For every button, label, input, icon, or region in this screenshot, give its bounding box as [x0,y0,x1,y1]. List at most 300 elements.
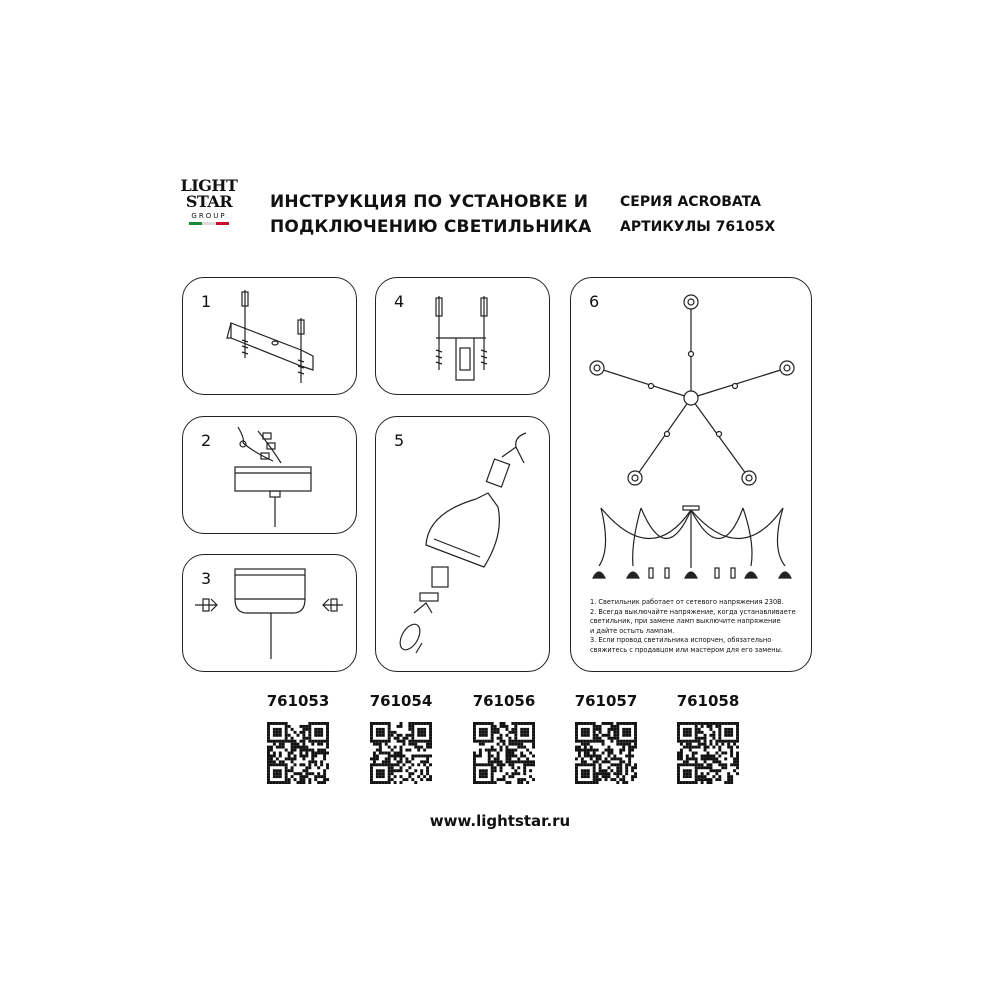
qr-module [677,731,680,734]
qr-module [616,766,619,769]
qr-module [267,763,270,766]
qr-module [619,769,622,772]
qr-module [270,763,273,766]
qr-module [503,740,506,743]
qr-module [584,760,587,763]
qr-module [400,725,403,728]
qr-module [323,722,326,725]
qr-module [575,734,578,737]
qr-module [429,734,432,737]
qr-module [619,757,622,760]
qr-module [508,781,511,784]
qr-module [616,728,619,731]
qr-module [326,728,329,731]
article-item [566,692,646,784]
qr-module [479,740,482,743]
qr-module [299,781,302,784]
qr-module [291,766,294,769]
qr-module [721,743,724,746]
qr-module [326,743,329,746]
qr-module [605,778,608,781]
qr-module [282,740,285,743]
qr-module [494,725,497,728]
qr-module [523,722,526,725]
qr-module [590,749,593,752]
qr-module [698,778,701,781]
qr-module [733,769,736,772]
qr-module [607,734,610,737]
qr-module [397,769,400,772]
step-panel-3 [182,554,357,672]
qr-module [736,772,739,775]
qr-module [411,778,414,781]
qr-module [473,772,476,775]
qr-module [584,731,587,734]
qr-module [285,749,288,752]
qr-module [267,725,270,728]
qr-module [423,731,426,734]
qr-module [686,743,689,746]
qr-module [385,781,388,784]
qr-module [508,740,511,743]
qr-module [311,757,314,760]
qr-module [305,769,308,772]
qr-module [575,775,578,778]
qr-module [270,722,273,725]
qr-module [715,743,718,746]
qr-module [488,754,491,757]
qr-module [370,778,373,781]
qr-module [517,722,520,725]
qr-module [587,731,590,734]
qr-module [733,757,736,760]
qr-module [724,757,727,760]
qr-code-icon[interactable] [575,722,637,784]
qr-module [695,725,698,728]
qr-module [581,775,584,778]
qr-module [613,757,616,760]
qr-module [631,746,634,749]
qr-module [596,749,599,752]
qr-module [730,740,733,743]
qr-module [607,728,610,731]
qr-module [385,722,388,725]
qr-module [429,731,432,734]
qr-module [285,766,288,769]
article-item [361,692,441,784]
qr-module [288,734,291,737]
qr-module [709,769,712,772]
articles-line: АРТИКУЛЫ 76105X [620,219,776,235]
qr-module [317,743,320,746]
website-link[interactable]: www.lightstar.ru [429,812,571,830]
qr-module [709,754,712,757]
qr-module [599,769,602,772]
qr-module [526,760,529,763]
qr-module [370,737,373,740]
article-item [258,692,338,784]
qr-module [610,757,613,760]
qr-module [721,763,724,766]
qr-module [622,778,625,781]
qr-module [619,743,622,746]
qr-module [619,749,622,752]
qr-module [391,754,394,757]
qr-module [680,752,683,755]
qr-module [605,775,608,778]
qr-module [689,740,692,743]
qr-module [391,778,394,781]
qr-module [599,757,602,760]
qr-module [607,722,610,725]
qr-module [616,781,619,784]
qr-module [625,769,628,772]
qr-module [677,722,680,725]
step-number: 4 [394,292,405,311]
qr-module [379,749,382,752]
qr-module [429,743,432,746]
qr-module [485,728,488,731]
qr-module [602,760,605,763]
qr-module [382,728,385,731]
qr-module [270,757,273,760]
qr-module [297,746,300,749]
qr-module [695,778,698,781]
qr-module [267,737,270,740]
qr-module [326,746,329,749]
qr-module [402,737,405,740]
qr-module [730,781,733,784]
qr-module [308,728,311,731]
qr-module [382,731,385,734]
qr-module [373,754,376,757]
qr-module [299,763,302,766]
qr-module [532,740,535,743]
qr-module [517,778,520,781]
qr-module [314,728,317,731]
qr-module [689,749,692,752]
qr-module [514,772,517,775]
qr-module [625,734,628,737]
qr-module [267,740,270,743]
qr-module [323,740,326,743]
qr-module [473,731,476,734]
qr-module [373,722,376,725]
qr-module [578,754,581,757]
qr-module [578,749,581,752]
qr-module [294,749,297,752]
qr-module [429,740,432,743]
qr-module [479,752,482,755]
qr-module [511,763,514,766]
qr-module [273,769,276,772]
qr-module [385,763,388,766]
qr-module [730,778,733,781]
qr-module [701,737,704,740]
qr-module [302,740,305,743]
qr-module [616,734,619,737]
qr-module [692,722,695,725]
qr-module [532,722,535,725]
qr-module [514,749,517,752]
qr-module [508,757,511,760]
qr-module [529,775,532,778]
qr-module [715,769,718,772]
qr-module [400,722,403,725]
qr-module [373,763,376,766]
qr-module [689,728,692,731]
qr-module [491,763,494,766]
qr-module [712,731,715,734]
qr-module [426,760,429,763]
qr-module [394,746,397,749]
qr-module [414,722,417,725]
qr-module [523,769,526,772]
qr-module [625,766,628,769]
qr-module [701,725,704,728]
qr-module [482,781,485,784]
qr-module [581,728,584,731]
qr-module [302,737,305,740]
qr-module [704,737,707,740]
qr-module [482,772,485,775]
qr-module [411,772,414,775]
qr-module [707,757,710,760]
qr-module [511,772,514,775]
qr-module [429,778,432,781]
qr-module [400,740,403,743]
qr-module [686,728,689,731]
qr-module [689,757,692,760]
qr-module [285,763,288,766]
qr-module [494,760,497,763]
qr-module [593,772,596,775]
qr-module [718,760,721,763]
qr-module [689,731,692,734]
qr-module [291,760,294,763]
qr-module [408,725,411,728]
qr-module [532,737,535,740]
qr-module [625,754,628,757]
qr-module [491,766,494,769]
qr-module [505,749,508,752]
safety-notes [590,598,800,656]
qr-module [391,769,394,772]
qr-module [587,781,590,784]
qr-module [491,760,494,763]
qr-module [491,725,494,728]
qr-module [596,757,599,760]
qr-module [707,754,710,757]
qr-module [323,754,326,757]
qr-module [532,725,535,728]
qr-module [718,740,721,743]
qr-module [379,728,382,731]
qr-module [715,760,718,763]
qr-module [400,775,403,778]
qr-module [370,769,373,772]
qr-module [405,737,408,740]
qr-module [302,734,305,737]
qr-module [400,752,403,755]
qr-module [311,760,314,763]
qr-module [376,775,379,778]
qr-module [479,763,482,766]
qr-module [610,763,613,766]
qr-module [279,769,282,772]
qr-module [314,763,317,766]
qr-module [323,772,326,775]
qr-code-icon[interactable] [677,722,739,784]
qr-module [473,754,476,757]
qr-module [394,763,397,766]
qr-module [704,778,707,781]
qr-module [581,769,584,772]
qr-module [326,725,329,728]
qr-code-icon[interactable] [473,722,535,784]
qr-module [405,760,408,763]
qr-module [616,737,619,740]
qr-module [587,722,590,725]
qr-module [689,734,692,737]
qr-module [429,728,432,731]
qr-module [497,763,500,766]
qr-module [417,749,420,752]
qr-module [505,728,508,731]
qr-module [523,763,526,766]
qr-module [610,728,613,731]
qr-module [311,752,314,755]
qr-module [488,757,491,760]
qr-module [473,763,476,766]
qr-module [491,772,494,775]
qr-module [429,754,432,757]
qr-module [294,740,297,743]
qr-module [680,749,683,752]
article-number: 761057 [574,692,638,710]
qr-module [497,752,500,755]
qr-module [622,743,625,746]
step-number: 6 [589,292,600,311]
qr-module [677,754,680,757]
qr-module [607,760,610,763]
qr-module [619,740,622,743]
qr-module [587,749,590,752]
qr-module [599,737,602,740]
qr-module [523,778,526,781]
qr-module [619,766,622,769]
qr-module [584,746,587,749]
qr-module [602,772,605,775]
qr-module [479,734,482,737]
qr-module [605,757,608,760]
qr-module [476,722,479,725]
qr-module [288,752,291,755]
qr-module [704,757,707,760]
qr-module [320,734,323,737]
qr-module [727,728,730,731]
qr-module [508,749,511,752]
qr-module [575,769,578,772]
qr-module [715,757,718,760]
qr-module [689,769,692,772]
qr-module [305,746,308,749]
qr-module [267,769,270,772]
qr-module [420,778,423,781]
qr-module [692,781,695,784]
qr-module [323,769,326,772]
qr-module [628,752,631,755]
qr-module [308,778,311,781]
qr-module [526,734,529,737]
qr-module [500,740,503,743]
qr-module [683,740,686,743]
qr-module [584,763,587,766]
qr-module [505,772,508,775]
qr-module [593,725,596,728]
qr-module [616,743,619,746]
qr-module [308,731,311,734]
qr-module [491,740,494,743]
qr-module [302,757,305,760]
qr-module [308,722,311,725]
qr-module [508,731,511,734]
qr-module [596,775,599,778]
qr-module [482,769,485,772]
qr-module [408,722,411,725]
qr-module [317,731,320,734]
qr-code-icon[interactable] [267,722,329,784]
qr-module [712,746,715,749]
qr-module [721,752,724,755]
qr-module [628,757,631,760]
qr-module [680,722,683,725]
qr-module [503,775,506,778]
qr-module [698,775,701,778]
qr-module [718,775,721,778]
qr-module [634,740,637,743]
qr-module [625,722,628,725]
qr-module [628,734,631,737]
qr-module [473,737,476,740]
qr-module [479,722,482,725]
qr-module [587,752,590,755]
title-line-2: ПОДКЛЮЧЕНИЮ СВЕТИЛЬНИКА [270,217,592,237]
qr-module [388,728,391,731]
qr-module [508,763,511,766]
qr-module [391,749,394,752]
qr-module [680,743,683,746]
qr-code-icon[interactable] [370,722,432,784]
qr-module [695,757,698,760]
qr-module [376,722,379,725]
qr-module [426,740,429,743]
qr-module [613,754,616,757]
qr-module [619,722,622,725]
qr-module [634,772,637,775]
qr-module [698,722,701,725]
qr-module [267,757,270,760]
qr-module [622,775,625,778]
qr-module [397,734,400,737]
qr-module [388,757,391,760]
qr-module [273,734,276,737]
qr-module [388,752,391,755]
qr-module [596,737,599,740]
qr-module [473,740,476,743]
qr-module [302,775,305,778]
qr-module [397,754,400,757]
